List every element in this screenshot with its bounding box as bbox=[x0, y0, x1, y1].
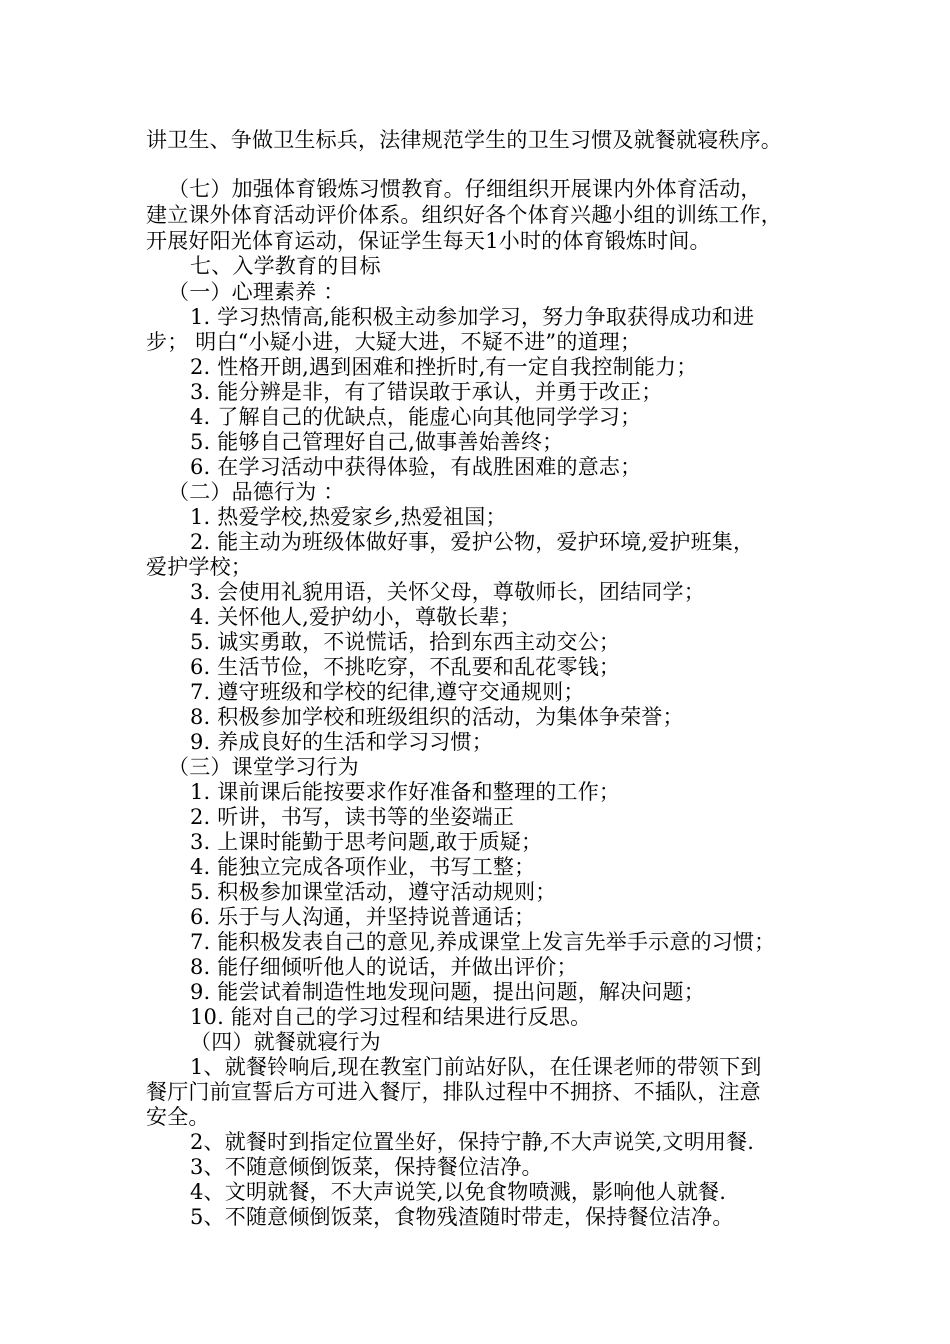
list-item: 10. 能对自己的学习过程和结果进行反思。 bbox=[190, 1005, 592, 1029]
list-item: 3. 能分辨是非，有了错误敢于承认，并勇于改正； bbox=[190, 380, 663, 404]
list-item: 2. 听讲，书写，读书等的坐姿端正 bbox=[190, 805, 515, 829]
text-line: 餐厅门前宣誓后方可进入餐厅，排队过程中不拥挤、不插队，注意 bbox=[146, 1080, 761, 1104]
text-line: 安全。 bbox=[146, 1105, 210, 1129]
list-item: 1. 热爱学校,热爱家乡,热爱祖国； bbox=[190, 505, 507, 529]
text-line: 建立课外体育活动评价体系。组织好各个体育兴趣小组的训练工作， bbox=[146, 203, 782, 227]
list-item: 2. 性格开朗,遇到困难和挫折时,有一定自我控制能力； bbox=[190, 355, 698, 379]
list-item: 3、不随意倾倒饭菜，保持餐位洁净。 bbox=[190, 1155, 543, 1179]
list-item: 3. 上课时能勤于思考问题,敢于质疑； bbox=[190, 830, 543, 854]
subsection-heading: （四）就餐就寝行为 bbox=[190, 1030, 381, 1054]
list-item: 7. 能积极发表自己的意见,养成课堂上发言先举手示意的习惯； bbox=[190, 930, 776, 954]
list-item: 8. 积极参加学校和班级组织的活动，为集体争荣誉； bbox=[190, 705, 684, 729]
list-item: 8. 能仔细倾听他人的说话，并做出评价； bbox=[190, 955, 578, 979]
list-item: 9. 养成良好的生活和学习习惯； bbox=[190, 730, 493, 754]
list-item: 6. 在学习活动中获得体验，有战胜困难的意志； bbox=[190, 455, 642, 479]
text-line: 讲卫生、争做卫生标兵，法律规范学生的卫生习惯及就餐就寝秩序。 bbox=[146, 128, 782, 152]
text-line: 爱护学校； bbox=[146, 555, 252, 579]
subsection-heading: （三）课堂学习行为 bbox=[168, 755, 359, 779]
list-item: 5. 积极参加课堂活动，遵守活动规则； bbox=[190, 880, 557, 904]
list-item: 6. 生活节俭，不挑吃穿，不乱要和乱花零钱； bbox=[190, 655, 621, 679]
text-line: 步； 明白“小疑小进，大疑大进，不疑不进”的道理； bbox=[146, 330, 642, 354]
list-item: 1. 学习热情高,能积极主动参加学习，努力争取获得成功和进 bbox=[190, 305, 755, 329]
list-item: 3. 会使用礼貌用语，关怀父母，尊敬师长，团结同学； bbox=[190, 580, 705, 604]
section-heading: 七、入学教育的目标 bbox=[190, 254, 381, 278]
list-item: 2. 能主动为班级体做好事，爱护公物，爱护环境,爱护班集， bbox=[190, 530, 755, 554]
list-item: 1. 课前课后能按要求作好准备和整理的工作； bbox=[190, 780, 621, 804]
list-item: 4. 能独立完成各项作业，书写工整； bbox=[190, 855, 536, 879]
list-item: 9. 能尝试着制造性地发现问题，提出问题，解决问题； bbox=[190, 980, 705, 1004]
list-item: 4、文明就餐，不大声说笑,以免食物喷溅，影响他人就餐. bbox=[190, 1180, 727, 1204]
list-item: 5、不随意倾倒饭菜，食物残渣随时带走，保持餐位洁净。 bbox=[190, 1205, 734, 1229]
list-item: 7. 遵守班级和学校的纪律,遵守交通规则； bbox=[190, 680, 585, 704]
list-item: 6. 乐于与人沟通，并坚持说普通话； bbox=[190, 905, 536, 929]
subsection-heading: （一）心理素养 ： bbox=[168, 280, 345, 304]
list-item: 2、就餐时到指定位置坐好，保持宁静,不大声说笑,文明用餐. bbox=[190, 1130, 755, 1154]
list-item: 4. 了解自己的优缺点，能虚心向其他同学学习； bbox=[190, 405, 642, 429]
list-item: 1、就餐铃响后,现在教室门前站好队，在任课老师的带领下到 bbox=[190, 1055, 762, 1079]
list-item: 5. 诚实勇敢，不说慌话，拾到东西主动交公； bbox=[190, 630, 621, 654]
list-item: 4. 关怀他人,爱护幼小，尊敬长辈； bbox=[190, 605, 521, 629]
text-line: （七）加强体育锻炼习惯教育。仔细组织开展课内外体育活动， bbox=[168, 177, 762, 201]
text-line: 开展好阳光体育运动，保证学生每天1小时的体育锻炼时间。 bbox=[146, 229, 711, 253]
list-item: 5. 能够自己管理好自己,做事善始善终； bbox=[190, 430, 564, 454]
subsection-heading: （二）品德行为 ： bbox=[168, 480, 345, 504]
